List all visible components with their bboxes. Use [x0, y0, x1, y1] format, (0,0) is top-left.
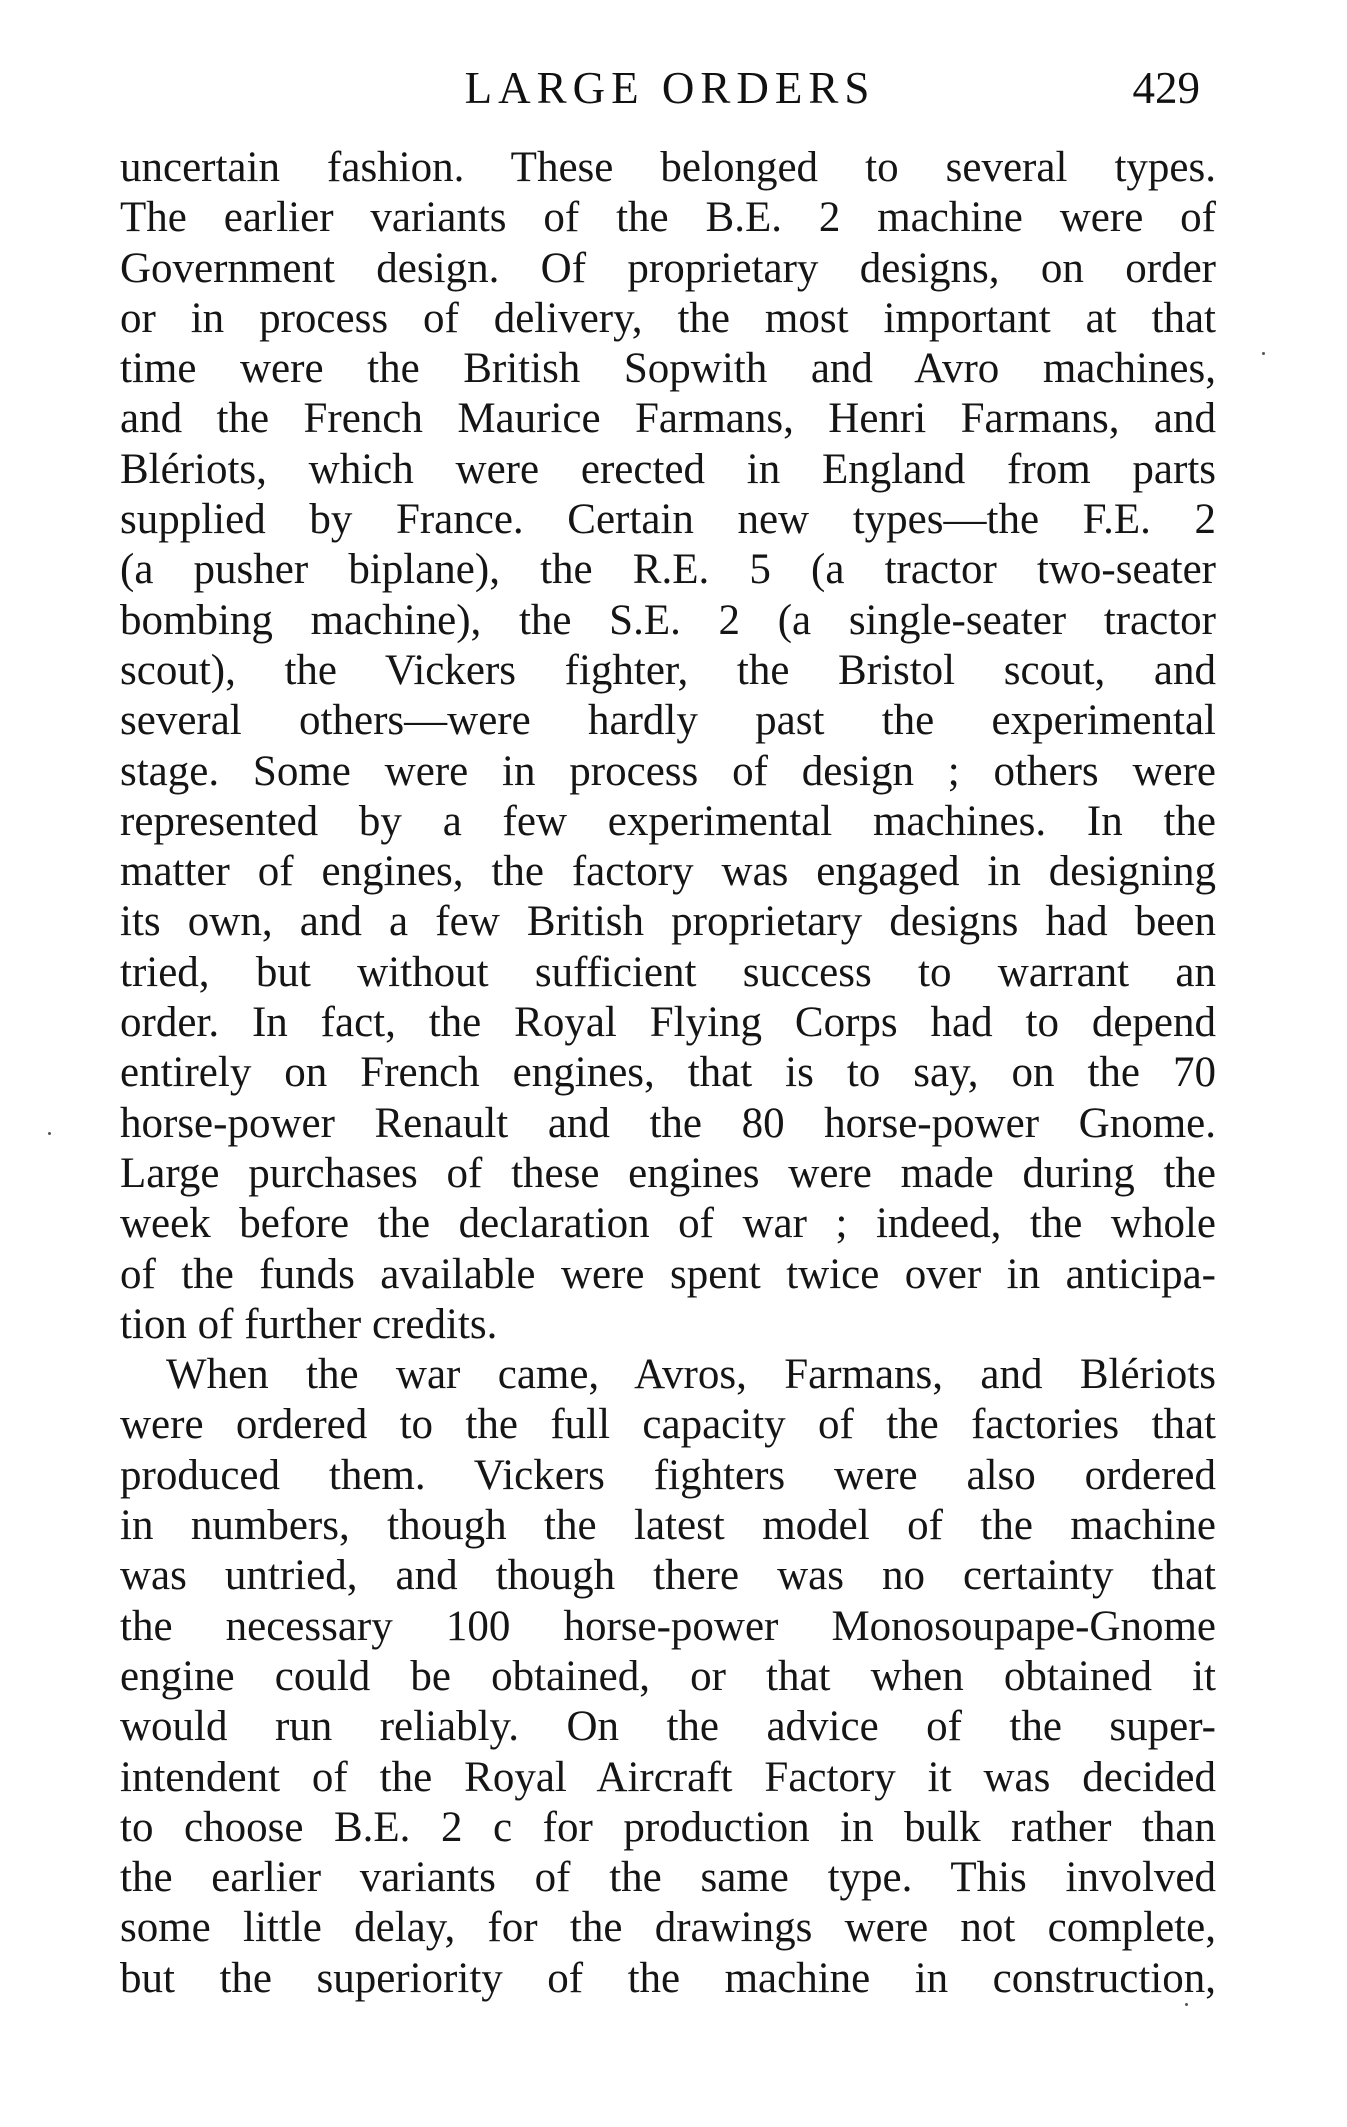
- text-line: produced them. Vickers fighters were also ordered: [120, 1451, 1216, 1499]
- text-line: tried, but without sufficient success to warrant an: [120, 948, 1216, 996]
- text-line: and the French Maurice Farmans, Henri Farmans, and: [120, 395, 1216, 443]
- text-line: the earlier variants of the same type. This involved: [120, 1854, 1216, 1902]
- text-line: were ordered to the full capacity of the factories that: [120, 1401, 1216, 1449]
- text-line: was untried, and though there was no certainty that: [120, 1552, 1216, 1600]
- text-line: engine could be obtained, or that when obtained it: [120, 1652, 1216, 1700]
- text-line: bombing machine), the S.E. 2 (a single-seater tractor: [120, 596, 1216, 644]
- text-line: would run reliably. On the advice of the super-: [120, 1703, 1216, 1751]
- page-number: 429: [1132, 63, 1200, 113]
- scan-speck: [1185, 2003, 1188, 2006]
- text-line: When the war came, Avros, Farmans, and Blériots: [166, 1351, 1216, 1399]
- text-line: represented by a few experimental machines. In the: [120, 797, 1216, 845]
- text-line: The earlier variants of the B.E. 2 machine were of: [120, 194, 1216, 242]
- text-line: several others—were hardly past the experimental: [120, 697, 1216, 745]
- text-line: the necessary 100 horse-power Monosoupape-Gnome: [120, 1602, 1216, 1650]
- text-line: supplied by France. Certain new types—the F.E. 2: [120, 496, 1216, 544]
- text-line: Government design. Of proprietary designs, on order: [120, 244, 1216, 292]
- text-line: horse-power Renault and the 80 horse-power Gnome.: [120, 1099, 1216, 1147]
- text-line: Large purchases of these engines were made during the: [120, 1149, 1216, 1197]
- text-line: tion of further credits.: [120, 1300, 498, 1348]
- text-line: stage. Some were in process of design ; others were: [120, 747, 1216, 795]
- paragraph: [120, 143, 1216, 1350]
- text-line: in numbers, though the latest model of the machine: [120, 1502, 1216, 1550]
- text-line: uncertain fashion. These belonged to several types.: [120, 144, 1216, 191]
- running-head: [120, 58, 1220, 118]
- text-line: some little delay, for the drawings were not complete,: [120, 1904, 1216, 1952]
- text-line: week before the declaration of war ; indeed, the whole: [120, 1200, 1216, 1248]
- text-line: entirely on French engines, that is to say, on the 70: [120, 1049, 1216, 1097]
- text-line: of the funds available were spent twice over in anticipa-: [120, 1250, 1216, 1298]
- text-line: or in process of delivery, the most important at that: [120, 294, 1216, 342]
- text-line: matter of engines, the factory was engaged in designing: [120, 848, 1216, 896]
- paragraph: [120, 1350, 1216, 2004]
- text-line: to choose B.E. 2 c for production in bulk rather than: [120, 1803, 1216, 1851]
- text-line: intendent of the Royal Aircraft Factory it was decided: [120, 1753, 1216, 1801]
- text-line: Blériots, which were erected in England from parts: [120, 445, 1216, 493]
- body-text: [120, 143, 1216, 2004]
- scan-speck: [48, 1132, 51, 1135]
- text-line: but the superiority of the machine in construction,: [120, 1954, 1216, 2002]
- scan-speck: [1262, 352, 1265, 355]
- text-line: order. In fact, the Royal Flying Corps had to depend: [120, 999, 1216, 1047]
- text-line: its own, and a few British proprietary designs had been: [120, 898, 1216, 946]
- text-line: scout), the Vickers fighter, the Bristol scout, and: [120, 646, 1216, 694]
- text-line: time were the British Sopwith and Avro machines,: [120, 345, 1216, 393]
- text-line: (a pusher biplane), the R.E. 5 (a tractor two-seater: [120, 546, 1216, 594]
- running-title: LARGE ORDERS: [464, 63, 876, 113]
